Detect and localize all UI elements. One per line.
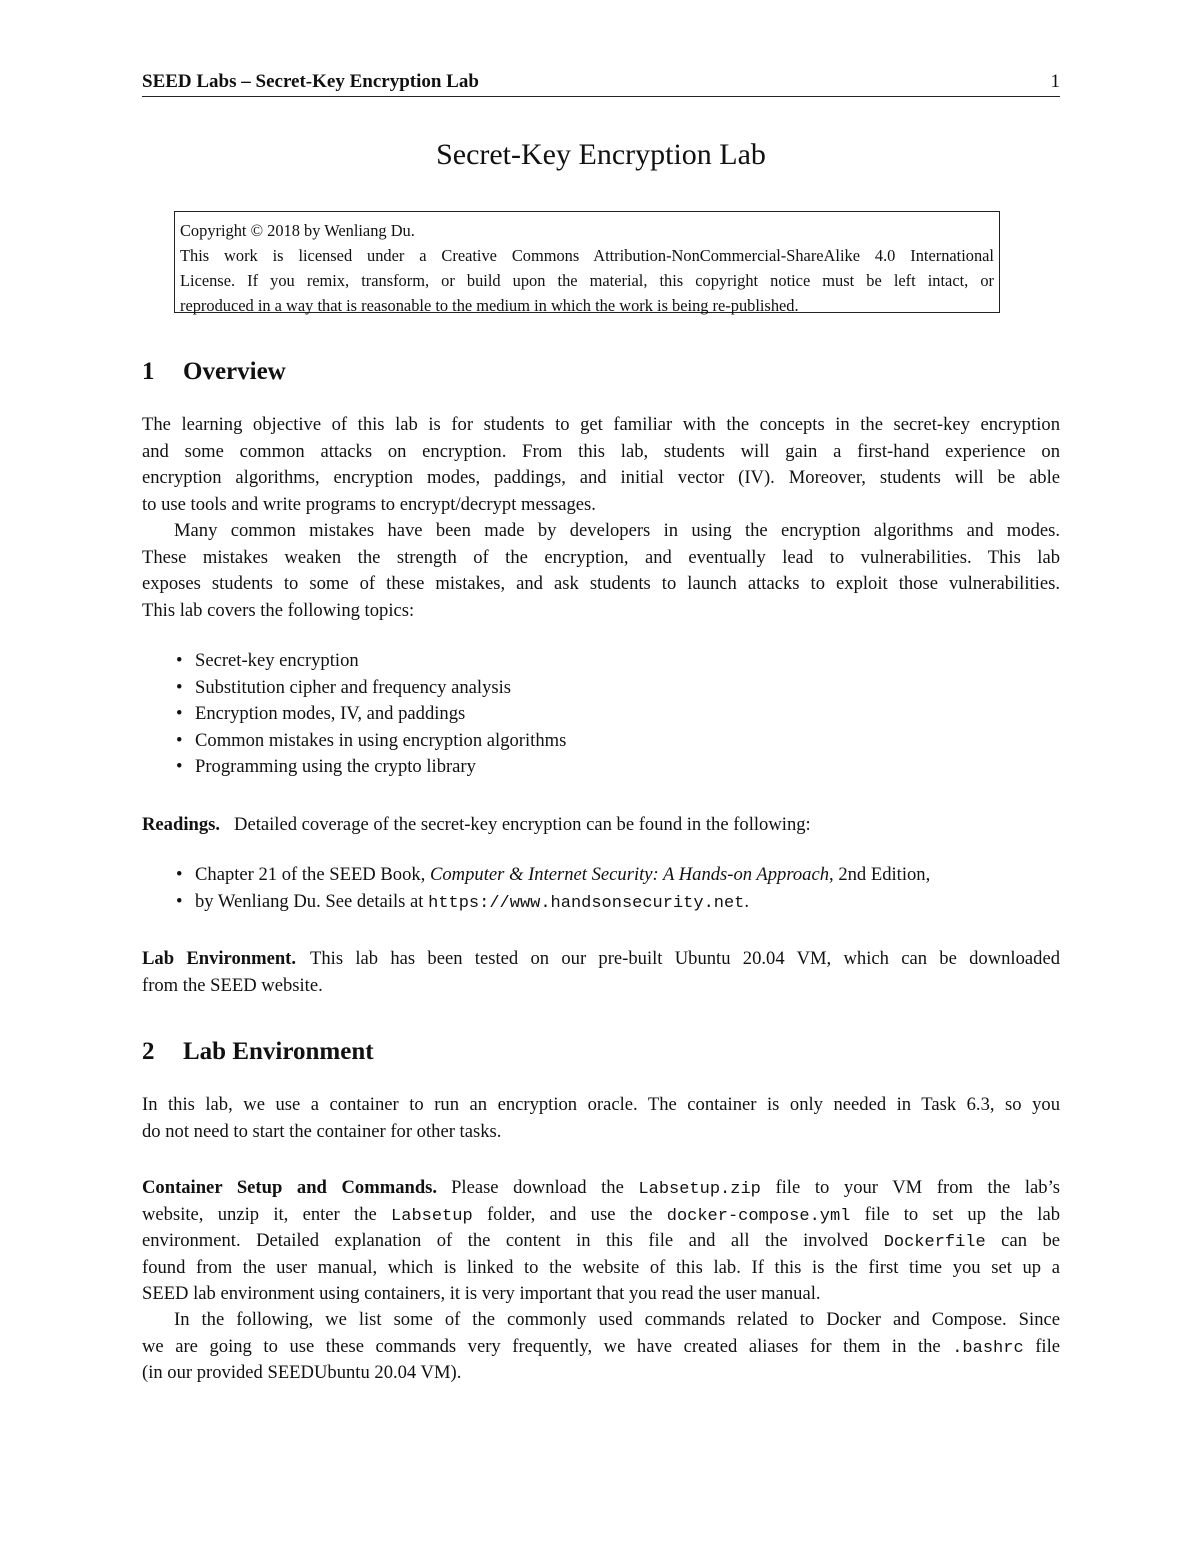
text-line: Many common mistakes have been made by developers in using the encryption algorithms and modes. — [174, 520, 1060, 541]
text-line: exposes students to some of these mistakes, and ask students to launch attacks to exploit those vulnerabilities. — [142, 573, 1060, 594]
list-item: • Common mistakes in using encryption algorithms — [142, 728, 1060, 755]
text-line: do not need to start the container for other tasks. — [142, 1120, 502, 1142]
overview-paragraph-2 — [142, 518, 1060, 624]
section-heading-overview — [142, 358, 286, 386]
text-line: These mistakes weaken the strength of the encryption, and eventually lead to vulnerabilities. This lab — [142, 546, 1060, 568]
section-heading-lab-environment — [142, 1038, 374, 1066]
license-line: License. If you remix, transform, or build upon the material, this copyright notice must be left intact, or — [180, 271, 994, 290]
readings-label: Readings. — [142, 814, 221, 835]
bashrc-file: .bashrc — [952, 1338, 1024, 1358]
running-title: SEED Labs – Secret-Key Encryption Lab — [142, 71, 479, 92]
section-number: 2 — [142, 1038, 155, 1065]
list-item: • Programming using the crypto library — [142, 754, 1060, 781]
list-item: • Chapter 21 of the SEED Book, Computer & Internet Security: A Hands-on Approach, 2nd Edition, — [142, 862, 1060, 889]
section-title: Overview — [183, 358, 286, 385]
lab-env-paragraph-1 — [142, 1092, 1060, 1145]
document-title: Secret-Key Encryption Lab — [436, 138, 766, 171]
license-line: reproduced in a way that is reasonable to the medium in which the work is being re-published. — [180, 296, 799, 315]
book-title: Computer & Internet Security: A Hands-on Approach — [429, 864, 830, 885]
docker-commands-paragraph: In the following, we list some of the commonly used commands related to Docker and Compose. Since we are going to use these commands very frequently, we have created aliases for them in the .bashrc file (in our provided SEEDUbuntu 20.04 VM). — [142, 1307, 1060, 1387]
lab-environment-paragraph: Lab Environment. This lab has been tested on our pre-built Ubuntu 20.04 VM, which can be downloaded from the SEED website. — [142, 946, 1060, 999]
license-line: This work is licensed under a Creative Commons Attribution-NonCommercial-ShareAlike 4.0 International — [180, 246, 994, 265]
labsetup-zip-file: Labsetup.zip — [638, 1180, 761, 1199]
container-setup-paragraph: Container Setup and Commands. Please download the Labsetup.zip file to your VM from the lab’s website, unzip it, enter the Labsetup folder, and use the docker-compose.yml file to set up the lab environment. Detailed explanation of the content in this file and all the involved Dockerfile can be found from the user manual, which is linked to the website of this lab. If this is the first time you set up a SEED lab environment using containers, it is very important that you read the user manual. — [142, 1175, 1060, 1308]
text-line: This lab covers the following topics: — [142, 599, 415, 621]
copyright-line: Copyright © 2018 by Wenliang Du. — [180, 221, 415, 240]
text-line: from the SEED website. — [142, 974, 323, 996]
section-title: Lab Environment — [183, 1038, 374, 1065]
text-line: and some common attacks on encryption. From this lab, students will gain a first-hand experience on — [142, 440, 1060, 462]
labsetup-folder: Labsetup — [391, 1206, 473, 1226]
list-item: • Encryption modes, IV, and paddings — [142, 701, 1060, 728]
dockerfile: Dockerfile — [883, 1233, 986, 1252]
running-header — [142, 68, 1060, 97]
text-line: encryption algorithms, encryption modes, paddings, and initial vector (IV). Moreover, students will be able — [142, 467, 1060, 488]
text-line: In this lab, we use a container to run an encryption oracle. The container is only needed in Task 6.3, so you — [142, 1094, 1060, 1115]
compose-file: docker-compose.yml — [666, 1206, 851, 1226]
copyright-notice — [174, 211, 1000, 313]
text-line: SEED lab environment using containers, it is very important that you read the user manual. — [142, 1283, 821, 1304]
topics-list — [142, 648, 1060, 781]
list-item: • Substitution cipher and frequency analysis — [142, 675, 1060, 702]
page-number: 1 — [1050, 71, 1060, 92]
text-line: found from the user manual, which is linked to the website of this lab. If this is the first time you set up a — [142, 1256, 1060, 1278]
lab-env-label: Lab Environment. — [142, 948, 297, 969]
section-number: 1 — [142, 358, 155, 385]
readings-list — [142, 862, 1060, 915]
text-line: (in our provided SEEDUbuntu 20.04 VM). — [142, 1362, 462, 1383]
overview-paragraph-1 — [142, 412, 1060, 518]
list-item-continuation: • by Wenliang Du. See details at https://www.handsonsecurity.net. — [142, 889, 1060, 916]
list-item: • Secret-key encryption — [142, 648, 1060, 675]
readings-paragraph — [142, 812, 1060, 839]
book-url-link[interactable]: https://www.handsonsecurity.net — [428, 893, 745, 913]
text-line: The learning objective of this lab is for students to get familiar with the concepts in the secret-key encryption — [142, 414, 1060, 435]
container-setup-label: Container Setup and Commands. — [142, 1177, 438, 1198]
text-line: to use tools and write programs to encrypt/decrypt messages. — [142, 493, 596, 515]
text-line: In the following, we list some of the commonly used commands related to Docker and Compose. Since — [174, 1309, 1060, 1330]
readings-text: Detailed coverage of the secret-key encryption can be found in the following: — [234, 814, 811, 835]
